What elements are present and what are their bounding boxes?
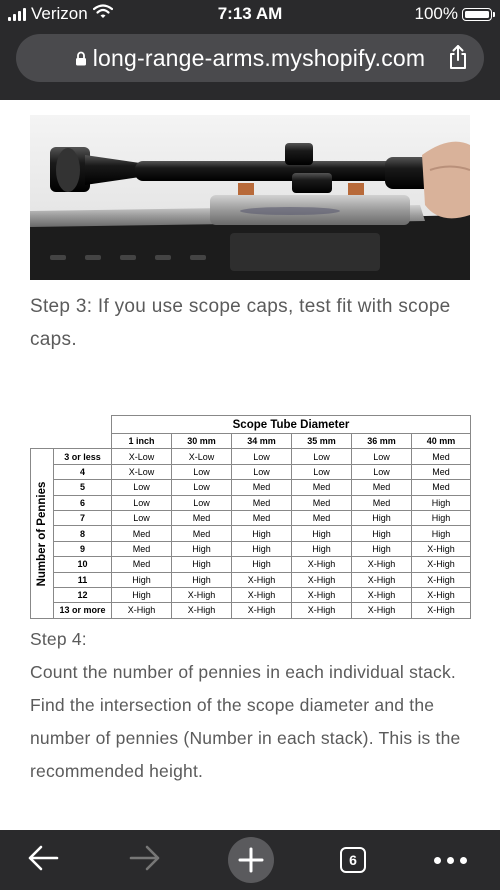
table-row — [31, 587, 471, 602]
table-cell: High — [292, 541, 352, 556]
table-cell: X-Low — [112, 464, 172, 479]
tabs-button[interactable] — [330, 830, 376, 890]
table-cell: X-High — [412, 587, 471, 602]
row-header: 5 — [54, 480, 112, 495]
table-cell: Med — [292, 480, 352, 495]
table-cell: X-High — [172, 587, 232, 602]
table-cell: Low — [172, 495, 232, 510]
rifle-scope-photo — [30, 115, 470, 280]
table-cell: Med — [292, 495, 352, 510]
share-icon[interactable] — [448, 44, 468, 70]
table-cell: High — [412, 510, 471, 525]
table-cell: Low — [292, 464, 352, 479]
table-cell: High — [232, 557, 292, 572]
table-cell: High — [232, 526, 292, 541]
table-cell: X-High — [352, 557, 412, 572]
table-cell: Low — [112, 480, 172, 495]
table-cell: High — [412, 495, 471, 510]
table-cell: Med — [352, 495, 412, 510]
page-content — [0, 100, 500, 830]
row-header: 10 — [54, 557, 112, 572]
row-header: 3 or less — [54, 449, 112, 464]
table-cell: X-High — [232, 572, 292, 587]
table-cell: High — [172, 572, 232, 587]
table-row — [31, 464, 471, 479]
url-text[interactable]: long-range-arms.myshopify.com — [92, 44, 426, 71]
scope-height-table — [30, 415, 470, 619]
table-cell: Med — [292, 510, 352, 525]
more-menu-button[interactable] — [425, 830, 475, 890]
table-cell: X-High — [292, 587, 352, 602]
back-arrow-icon — [27, 844, 59, 877]
table-row — [31, 572, 471, 587]
table-cell: X-High — [412, 541, 471, 556]
row-header: 12 — [54, 587, 112, 602]
table-cell: High — [292, 526, 352, 541]
row-header: 6 — [54, 495, 112, 510]
table-cell: X-High — [352, 572, 412, 587]
row-axis-cell — [31, 449, 54, 618]
carrier-name: Verizon — [31, 4, 88, 23]
column-header: 34 mm — [232, 434, 292, 449]
forward-arrow-icon — [129, 844, 161, 877]
table-cell: Med — [112, 557, 172, 572]
table-row — [31, 510, 471, 525]
table-cell: Med — [172, 526, 232, 541]
battery-icon — [462, 8, 492, 21]
table-cell: Low — [172, 464, 232, 479]
table-cell: Low — [352, 464, 412, 479]
status-time: 7:13 AM — [217, 4, 283, 23]
table-cell: Low — [172, 480, 232, 495]
step4-paragraph-2: Find the intersection of the scope diameter and the number of pennies (Number in each stack). This is the recommended height. — [30, 695, 461, 781]
table-cell: Low — [232, 464, 292, 479]
table-title: Scope Tube Diameter — [112, 416, 471, 434]
table-row — [31, 495, 471, 510]
table-row — [31, 480, 471, 495]
table-cell: Med — [412, 464, 471, 479]
table-cell: Low — [112, 510, 172, 525]
table-cell: Med — [112, 541, 172, 556]
step4-paragraph-1: Count the number of pennies in each individual stack. — [30, 662, 456, 682]
step3-text: Step 3: If you use scope caps, test fit with scope caps. — [30, 296, 451, 350]
table-cell: Low — [352, 449, 412, 464]
table-body — [31, 449, 471, 618]
plus-icon — [228, 837, 274, 883]
address-bar[interactable] — [16, 34, 484, 82]
new-tab-button[interactable] — [224, 830, 278, 890]
table-cell: Med — [412, 480, 471, 495]
back-button[interactable] — [18, 830, 68, 890]
table-row — [31, 526, 471, 541]
more-dots-icon — [434, 857, 467, 864]
row-header: 13 or more — [54, 603, 112, 618]
row-header: 8 — [54, 526, 112, 541]
table-cell: X-High — [412, 557, 471, 572]
table-cell: X-High — [412, 572, 471, 587]
table-cell: Low — [112, 495, 172, 510]
forward-button[interactable] — [120, 830, 170, 890]
table-cell: X-High — [292, 557, 352, 572]
row-header: 9 — [54, 541, 112, 556]
table-cell: High — [112, 572, 172, 587]
tabs-icon: 6 — [340, 847, 366, 873]
table-cell: High — [352, 541, 412, 556]
table-cell: High — [172, 557, 232, 572]
table-cell: X-High — [292, 572, 352, 587]
step4-heading: Step 4: — [30, 629, 87, 649]
table-cell: X-High — [412, 603, 471, 618]
table-corner — [31, 416, 112, 449]
table-cell: X-High — [232, 603, 292, 618]
table-cell: X-Low — [112, 449, 172, 464]
table-cell: Low — [232, 449, 292, 464]
column-header: 36 mm — [352, 434, 412, 449]
row-axis-label: Number of Pennies — [36, 481, 48, 586]
column-header: 35 mm — [292, 434, 352, 449]
table-cell: X-High — [172, 603, 232, 618]
table-cell: Med — [232, 510, 292, 525]
column-header: 40 mm — [412, 434, 471, 449]
table-cell: X-Low — [172, 449, 232, 464]
browser-top-chrome — [0, 0, 500, 100]
table-cell: Low — [292, 449, 352, 464]
step4-section — [30, 623, 475, 788]
table-cell: X-High — [232, 587, 292, 602]
table-row — [31, 541, 471, 556]
table-cell: Med — [112, 526, 172, 541]
scope-table — [30, 415, 471, 619]
browser-bottom-toolbar — [0, 830, 500, 890]
table-cell: High — [412, 526, 471, 541]
row-header: 7 — [54, 510, 112, 525]
status-bar — [0, 0, 500, 30]
table-cell: High — [172, 541, 232, 556]
table-cell: X-High — [352, 603, 412, 618]
table-cell: X-High — [352, 587, 412, 602]
table-cell: High — [352, 526, 412, 541]
table-row — [31, 449, 471, 464]
table-cell: High — [112, 587, 172, 602]
table-row — [31, 603, 471, 618]
column-header: 30 mm — [172, 434, 232, 449]
table-cell: High — [352, 510, 412, 525]
table-cell: Med — [352, 480, 412, 495]
table-row — [31, 557, 471, 572]
table-cell: Med — [412, 449, 471, 464]
table-cell: High — [232, 541, 292, 556]
table-cell: Med — [232, 480, 292, 495]
table-cell: X-High — [112, 603, 172, 618]
battery-percent: 100% — [414, 4, 458, 23]
table-cell: Med — [232, 495, 292, 510]
column-header: 1 inch — [112, 434, 172, 449]
table-cell: X-High — [292, 603, 352, 618]
row-header: 11 — [54, 572, 112, 587]
row-header: 4 — [54, 464, 112, 479]
status-right — [415, 4, 492, 24]
lock-icon — [75, 51, 87, 66]
table-cell: Med — [172, 510, 232, 525]
